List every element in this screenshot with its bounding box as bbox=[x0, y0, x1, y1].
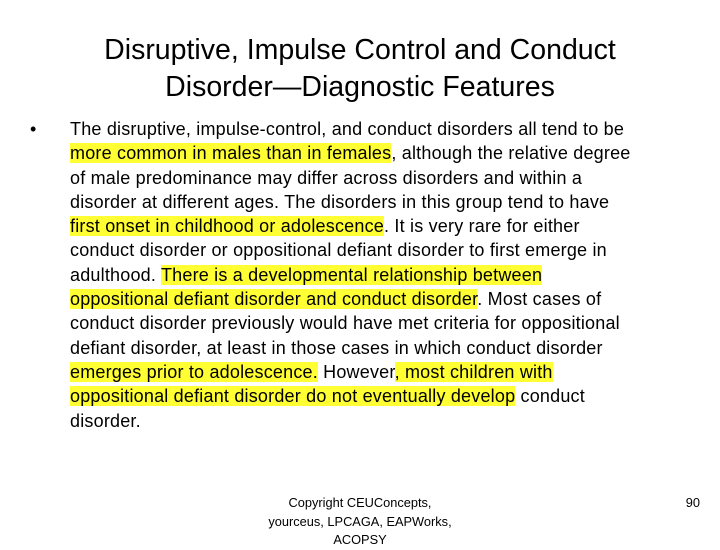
footer-line: Copyright CEUConcepts, bbox=[288, 495, 432, 510]
text-line bbox=[70, 238, 690, 262]
text-line bbox=[70, 409, 690, 433]
text-run: However bbox=[317, 361, 395, 382]
highlighted-text: oppositional defiant disorder and conduct disorder bbox=[70, 289, 478, 310]
text-run: conduct disorder or oppositional defiant disorder to first emerge in bbox=[70, 240, 607, 261]
text-line bbox=[70, 214, 690, 238]
text-line bbox=[70, 263, 690, 287]
text-line bbox=[70, 166, 690, 190]
text-line bbox=[70, 141, 690, 165]
highlighted-text: oppositional defiant disorder do not eventually develop bbox=[70, 386, 516, 407]
footer-line: ACOPSY bbox=[333, 532, 387, 547]
slide-title bbox=[0, 32, 720, 106]
text-line bbox=[70, 311, 690, 335]
text-run: conduct disorder previously would have met criteria for oppositional bbox=[70, 313, 620, 334]
text-run: disorder at different ages. The disorders in this group tend to have bbox=[70, 191, 610, 212]
text-line bbox=[70, 360, 690, 384]
text-run: . It is very rare for either bbox=[384, 216, 580, 237]
text-run: The disruptive, impulse-control, and conduct disorders all tend to be bbox=[70, 119, 625, 139]
text-line bbox=[70, 336, 690, 360]
text-run: , although the relative degree bbox=[391, 143, 631, 164]
text-line bbox=[70, 287, 690, 311]
text-run: of male predominance may differ across disorders and within a bbox=[70, 167, 583, 188]
page-number: 90 bbox=[685, 495, 700, 510]
footer-line: yourceus, LPCAGA, EAPWorks, bbox=[268, 513, 452, 529]
highlighted-text: more common in males than in females bbox=[70, 143, 392, 164]
title-line: Disruptive, Impulse Control and Conduct bbox=[104, 34, 616, 66]
text-run: conduct bbox=[515, 386, 585, 407]
bullet-marker: • bbox=[30, 119, 37, 139]
text-run: defiant disorder, at least in those cases in which conduct disorder bbox=[70, 337, 603, 358]
text-line bbox=[70, 190, 690, 214]
text-line bbox=[70, 117, 690, 141]
text-run: adulthood. bbox=[70, 264, 161, 285]
highlighted-text: emerges prior to adolescence. bbox=[70, 361, 318, 382]
highlighted-text: first onset in childhood or adolescence bbox=[70, 216, 384, 237]
text-line bbox=[70, 384, 690, 408]
text-run: disorder. bbox=[70, 410, 141, 431]
highlighted-text: , most children with bbox=[394, 361, 553, 382]
highlighted-text: There is a developmental relationship between bbox=[160, 264, 543, 285]
bullet-text bbox=[70, 117, 690, 433]
copyright-footer bbox=[225, 494, 495, 550]
title-line: Disorder—Diagnostic Features bbox=[165, 71, 555, 103]
text-run: . Most cases of bbox=[477, 289, 602, 310]
